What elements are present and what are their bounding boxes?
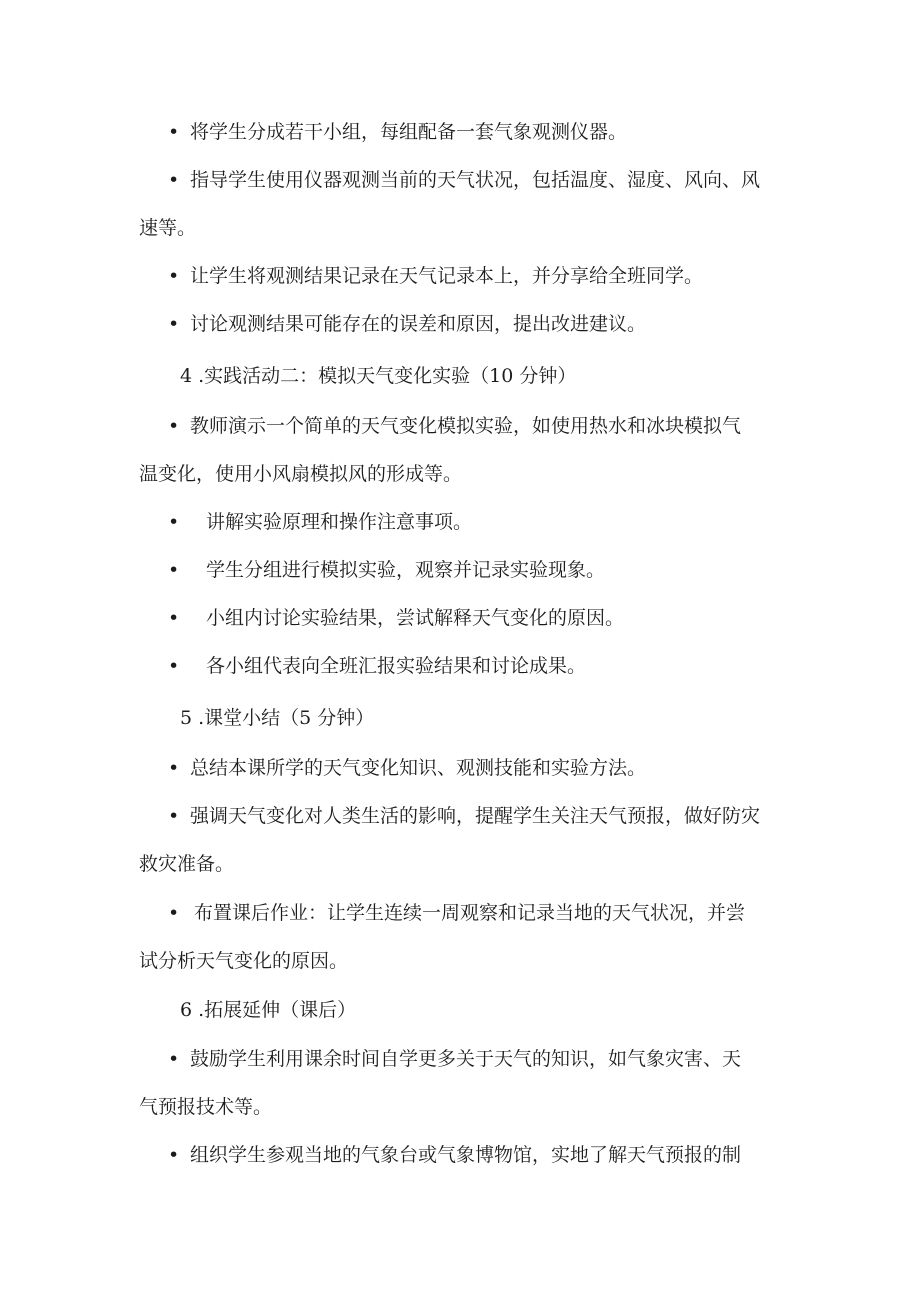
list-item <box>168 264 703 288</box>
bullet-icon: • <box>168 121 180 143</box>
bullet-icon: • <box>168 1144 180 1166</box>
bullet-icon: • <box>168 1048 180 1070</box>
list-item <box>168 804 760 828</box>
list-item-text: 布置课后作业：让学生连续一周观察和记录当地的天气状况，并尝 <box>194 902 746 924</box>
list-item <box>168 414 741 438</box>
list-item <box>168 1047 741 1071</box>
list-item-text: 讨论观测结果可能存在的误差和原因，提出改进建议。 <box>190 313 647 335</box>
list-item-text: 速等。 <box>139 217 197 239</box>
list-item-text: 鼓励学生利用课余时间自学更多关于天气的知识，如气象灾害、天 <box>190 1048 742 1070</box>
section-heading-text: 5 .课堂小结（5 分钟） <box>180 707 375 729</box>
bullet-icon: • <box>168 265 180 287</box>
list-item <box>168 606 624 630</box>
list-item-text: 学生分组进行模拟实验，观察并记录实验现象。 <box>206 559 606 581</box>
bullet-icon: • <box>168 169 180 191</box>
list-item-text: 讲解实验原理和操作注意事项。 <box>206 511 473 533</box>
list-item-text: 救灾准备。 <box>139 853 235 875</box>
list-item-text: 将学生分成若干小组，每组配备一套气象观测仪器。 <box>190 121 628 143</box>
list-item-continuation <box>139 1095 272 1119</box>
list-item-text: 温变化，使用小风扇模拟风的形成等。 <box>139 463 463 485</box>
bullet-icon: • <box>168 511 180 533</box>
list-item-text: 强调天气变化对人类生活的影响，提醒学生关注天气预报，做好防灾 <box>190 805 761 827</box>
list-item <box>168 756 646 780</box>
section-heading-text: 4 .实践活动二：模拟天气变化实验（10 分钟） <box>180 365 577 387</box>
list-item <box>168 558 605 582</box>
list-item-text: 小组内讨论实验结果，尝试解释天气变化的原因。 <box>206 607 625 629</box>
bullet-icon: • <box>168 655 180 677</box>
list-item <box>168 168 760 192</box>
list-item-text: 试分析天气变化的原因。 <box>139 950 349 972</box>
list-item <box>168 510 472 534</box>
list-item <box>168 312 646 336</box>
list-item-text: 组织学生参观当地的气象台或气象博物馆，实地了解天气预报的制 <box>190 1144 742 1166</box>
list-item-text: 各小组代表向全班汇报实验结果和讨论成果。 <box>206 655 587 677</box>
list-item-text: 让学生将观测结果记录在天气记录本上，并分享给全班同学。 <box>190 265 704 287</box>
bullet-icon: • <box>168 902 180 924</box>
list-item <box>168 120 627 144</box>
bullet-icon: • <box>168 313 180 335</box>
list-item-text: 指导学生使用仪器观测当前的天气状况，包括温度、湿度、风向、风 <box>190 169 761 191</box>
bullet-icon: • <box>168 607 180 629</box>
list-item <box>168 654 586 678</box>
list-item-continuation <box>139 949 348 973</box>
bullet-icon: • <box>168 805 180 827</box>
bullet-icon: • <box>168 415 180 437</box>
section-heading <box>180 706 374 730</box>
list-item-text: 气预报技术等。 <box>139 1096 273 1118</box>
bullet-icon: • <box>168 757 180 779</box>
section-heading <box>180 998 356 1022</box>
list-item-text: 总结本课所学的天气变化知识、观测技能和实验方法。 <box>190 757 647 779</box>
list-item-continuation <box>139 216 196 240</box>
list-item-continuation <box>139 852 234 876</box>
list-item <box>168 1143 741 1167</box>
bullet-icon: • <box>168 559 180 581</box>
list-item <box>168 901 745 925</box>
section-heading-text: 6 .拓展延伸（课后） <box>180 999 357 1021</box>
list-item-text: 教师演示一个简单的天气变化模拟实验，如使用热水和冰块模拟气 <box>190 415 742 437</box>
section-heading <box>180 364 576 388</box>
list-item-continuation <box>139 462 462 486</box>
